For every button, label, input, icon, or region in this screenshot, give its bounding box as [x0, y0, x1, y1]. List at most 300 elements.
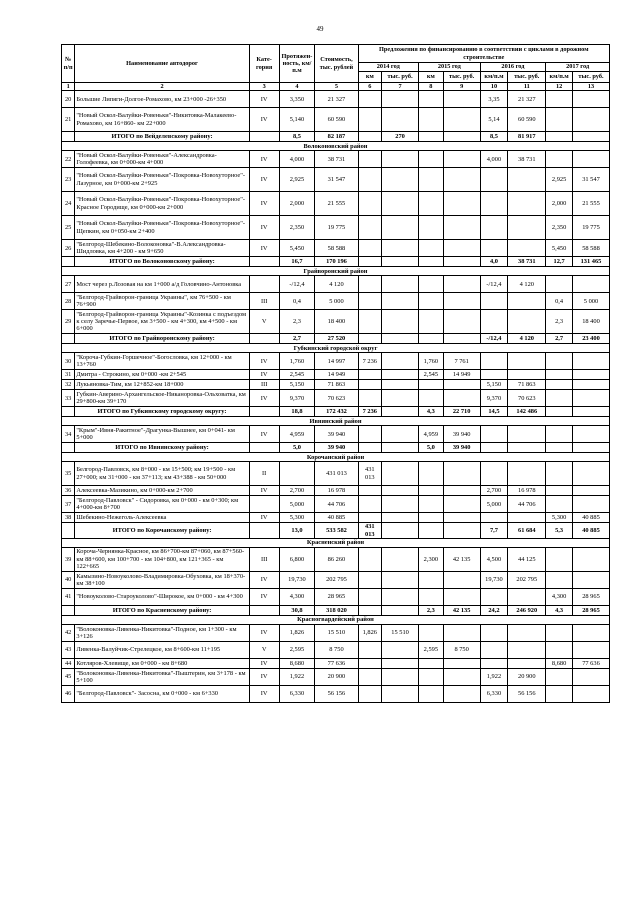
- road-row: [62, 658, 610, 668]
- year-value: [382, 240, 419, 257]
- col-index: 3: [249, 83, 279, 91]
- year-value: [480, 462, 508, 486]
- year-value: [480, 192, 508, 216]
- year-value: [419, 513, 444, 523]
- total-cost: 39 940: [315, 443, 358, 453]
- year-value: 58 588: [572, 240, 609, 257]
- road-length: 2,700: [279, 486, 315, 496]
- header-year-2017: 2017 год: [546, 63, 610, 72]
- road-category: IV: [249, 168, 279, 192]
- road-length: 1,826: [279, 624, 315, 641]
- year-value: [419, 216, 444, 240]
- year-value: [572, 276, 609, 293]
- year-value: [419, 192, 444, 216]
- year-value: [358, 547, 382, 571]
- year-value: [443, 462, 480, 486]
- road-category: V: [249, 641, 279, 658]
- year-value: 5,14: [480, 108, 508, 132]
- year-value: [419, 462, 444, 486]
- year-value: [572, 353, 609, 370]
- road-length: 4,300: [279, 588, 315, 605]
- road-cost: 77 636: [315, 658, 358, 668]
- year-value: 4,300: [546, 588, 573, 605]
- year-value: [382, 293, 419, 310]
- road-row: [62, 370, 610, 380]
- year-value: [382, 547, 419, 571]
- year-value: [443, 624, 480, 641]
- row-number: 37: [62, 496, 75, 513]
- year-value: [572, 151, 609, 168]
- road-category: IV: [249, 486, 279, 496]
- year-value: [358, 641, 382, 658]
- row-number: 40: [62, 571, 75, 588]
- road-length: 8,680: [279, 658, 315, 668]
- year-value: [480, 658, 508, 668]
- year-value: [419, 276, 444, 293]
- year-value: [443, 496, 480, 513]
- year-value: [546, 641, 573, 658]
- road-length: 4,959: [279, 426, 315, 443]
- year-value: [572, 641, 609, 658]
- total-year-value: [382, 523, 419, 539]
- year-value: 2,595: [419, 641, 444, 658]
- total-num-cell: [62, 443, 75, 453]
- year-value: [382, 192, 419, 216]
- total-year-value: 7 236: [358, 407, 382, 417]
- total-length: 13,0: [279, 523, 315, 539]
- year-value: -/12,4: [480, 276, 508, 293]
- total-year-value: [419, 257, 444, 267]
- total-category-cell: [249, 257, 279, 267]
- year-value: [419, 108, 444, 132]
- total-year-value: [572, 407, 609, 417]
- year-value: 431 013: [358, 462, 382, 486]
- road-name: Ливенка-Валуйчик-Стрелецкое, км 8+600-км 11+195: [75, 641, 249, 658]
- road-name: "Новый Оскол-Валуйки-Ровеньки"-Покровка-Новохуторное"-Щепкин, км 0+050-км 2+400: [75, 216, 249, 240]
- total-length: 30,8: [279, 605, 315, 615]
- road-length: 2,595: [279, 641, 315, 658]
- row-number: 32: [62, 380, 75, 390]
- district-name: Корочанский район: [62, 453, 610, 462]
- total-year-value: 8,5: [480, 132, 508, 142]
- road-cost: 18 400: [315, 310, 358, 334]
- year-value: [443, 588, 480, 605]
- district-total-row: [62, 257, 610, 267]
- year-value: [572, 91, 609, 108]
- road-row: [62, 641, 610, 658]
- year-value: [572, 380, 609, 390]
- year-value: [358, 240, 382, 257]
- district-name: Ивнянский район: [62, 417, 610, 426]
- year-value: [358, 151, 382, 168]
- year-value: [480, 513, 508, 523]
- year-value: [358, 108, 382, 132]
- year-value: [382, 513, 419, 523]
- road-financing-table: [61, 44, 610, 703]
- year-value: 38 731: [508, 151, 546, 168]
- road-cost: 202 795: [315, 571, 358, 588]
- total-year-value: [358, 605, 382, 615]
- road-category: IV: [249, 108, 279, 132]
- total-year-value: [419, 523, 444, 539]
- total-year-value: [382, 257, 419, 267]
- year-value: [358, 91, 382, 108]
- road-row: [62, 571, 610, 588]
- year-value: [382, 658, 419, 668]
- col-index: 13: [572, 83, 609, 91]
- total-label: ИТОГО по Корочанскому району:: [75, 523, 249, 539]
- total-year-value: [443, 132, 480, 142]
- total-year-value: 28 965: [572, 605, 609, 615]
- total-length: 18,8: [279, 407, 315, 417]
- road-cost: 40 885: [315, 513, 358, 523]
- row-number: 27: [62, 276, 75, 293]
- year-value: [443, 668, 480, 685]
- district-header-row: [62, 267, 610, 276]
- year-value: 14 949: [443, 370, 480, 380]
- header-sub: тыс. руб.: [572, 72, 609, 83]
- year-value: 1,760: [419, 353, 444, 370]
- road-category: IV: [249, 240, 279, 257]
- year-value: 7 236: [358, 353, 382, 370]
- total-label: ИТОГО по Ивнянскому району:: [75, 443, 249, 453]
- district-total-row: [62, 334, 610, 344]
- road-cost: 19 775: [315, 216, 358, 240]
- road-name: "Белгород-Павловск" - Сидоровка, км 0+000 - км 0+300; км 4+000-км 8+700: [75, 496, 249, 513]
- road-cost: 21 327: [315, 91, 358, 108]
- road-row: [62, 380, 610, 390]
- year-value: [382, 353, 419, 370]
- road-row: [62, 547, 610, 571]
- district-header-row: [62, 417, 610, 426]
- road-category: III: [249, 380, 279, 390]
- row-number: 42: [62, 624, 75, 641]
- year-value: [382, 108, 419, 132]
- year-value: [382, 380, 419, 390]
- year-value: 2,350: [546, 216, 573, 240]
- row-number: 34: [62, 426, 75, 443]
- road-row: [62, 192, 610, 216]
- year-value: 21 327: [508, 91, 546, 108]
- year-value: 44 706: [508, 496, 546, 513]
- total-year-value: 81 917: [508, 132, 546, 142]
- road-length: 4,000: [279, 151, 315, 168]
- year-value: 2,925: [546, 168, 573, 192]
- col-index: 11: [508, 83, 546, 91]
- year-value: [508, 168, 546, 192]
- year-value: [443, 192, 480, 216]
- road-length: 5,140: [279, 108, 315, 132]
- year-value: [546, 462, 573, 486]
- header-sub: тыс. руб.: [508, 72, 546, 83]
- year-value: [358, 658, 382, 668]
- road-row: [62, 426, 610, 443]
- road-category: V: [249, 310, 279, 334]
- total-year-value: 38 731: [508, 257, 546, 267]
- total-year-value: -/12,4: [480, 334, 508, 344]
- row-number: 41: [62, 588, 75, 605]
- road-name: "Белгород-Грайворон-граница Украины", км 76+500 - км 76+900: [75, 293, 249, 310]
- year-value: [572, 486, 609, 496]
- year-value: [508, 310, 546, 334]
- road-length: 2,3: [279, 310, 315, 334]
- year-value: 6,330: [480, 685, 508, 702]
- row-number: 36: [62, 486, 75, 496]
- year-value: [508, 370, 546, 380]
- year-value: [546, 547, 573, 571]
- road-name: Шебекино-Нежеголь-Алексеевка: [75, 513, 249, 523]
- district-header-row: [62, 615, 610, 624]
- year-value: [382, 462, 419, 486]
- year-value: [419, 151, 444, 168]
- year-value: [419, 658, 444, 668]
- year-value: [546, 108, 573, 132]
- road-category: IV: [249, 685, 279, 702]
- col-index: 1: [62, 83, 75, 91]
- year-value: 31 547: [572, 168, 609, 192]
- road-category: II: [249, 462, 279, 486]
- year-value: [358, 486, 382, 496]
- col-index: 5: [315, 83, 358, 91]
- road-cost: 14 949: [315, 370, 358, 380]
- road-category: IV: [249, 91, 279, 108]
- road-name: Короча-Чернянка-Красное, км 86+700-км 87+060, км 87+560-км 88+600, км 100+700 - км 104+800, км 121+365 - км 122+665: [75, 547, 249, 571]
- row-number: 22: [62, 151, 75, 168]
- total-cost: 533 582: [315, 523, 358, 539]
- road-category: IV: [249, 192, 279, 216]
- year-value: [443, 168, 480, 192]
- road-category: IV: [249, 370, 279, 380]
- road-cost: 431 013: [315, 462, 358, 486]
- year-value: [358, 426, 382, 443]
- year-value: [443, 310, 480, 334]
- row-number: 29: [62, 310, 75, 334]
- total-year-value: [419, 334, 444, 344]
- year-value: 4,500: [480, 547, 508, 571]
- page-number: 49: [316, 25, 324, 33]
- road-length: 3,350: [279, 91, 315, 108]
- year-value: [480, 293, 508, 310]
- district-name: Губкинский городской округ: [62, 344, 610, 353]
- year-value: [508, 426, 546, 443]
- row-number: 28: [62, 293, 75, 310]
- total-year-value: [572, 443, 609, 453]
- road-name: Котляров-Хлевище, км 0+000 - км 8+680: [75, 658, 249, 668]
- year-value: 3,35: [480, 91, 508, 108]
- year-value: [358, 496, 382, 513]
- year-value: 8,680: [546, 658, 573, 668]
- total-year-value: [480, 443, 508, 453]
- year-value: 5,450: [546, 240, 573, 257]
- year-value: [382, 168, 419, 192]
- district-header-row: [62, 344, 610, 353]
- road-name: Камызино-Новоуколово-Владимировка-Обуховка, км 18+370- км 38+100: [75, 571, 249, 588]
- road-name: Лукьяновка-Тим, км 12+852-км 18+000: [75, 380, 249, 390]
- road-name: Губкин-Аверино-Архангельское-Никаноровка-Ольховатка, км 29+800-км 39+170: [75, 390, 249, 407]
- road-cost: 4 120: [315, 276, 358, 293]
- year-value: [480, 353, 508, 370]
- year-value: [480, 216, 508, 240]
- road-row: [62, 462, 610, 486]
- road-category: IV: [249, 390, 279, 407]
- district-total-row: [62, 523, 610, 539]
- total-year-value: 7,7: [480, 523, 508, 539]
- year-value: [443, 216, 480, 240]
- road-name: "Белгород-Павловск"- Засосна, км 0+000 - км 6+330: [75, 685, 249, 702]
- total-year-value: 23 400: [572, 334, 609, 344]
- year-value: 5,150: [480, 380, 508, 390]
- district-header-row: [62, 538, 610, 547]
- total-label: ИТОГО по Волоконовскому району:: [75, 257, 249, 267]
- year-value: 77 636: [572, 658, 609, 668]
- district-total-row: [62, 132, 610, 142]
- road-category: IV: [249, 571, 279, 588]
- year-value: [480, 370, 508, 380]
- total-year-value: 61 684: [508, 523, 546, 539]
- year-value: [443, 108, 480, 132]
- year-value: [572, 390, 609, 407]
- year-value: [382, 370, 419, 380]
- total-year-value: [508, 443, 546, 453]
- year-value: [480, 168, 508, 192]
- total-year-value: [382, 334, 419, 344]
- road-category: IV: [249, 353, 279, 370]
- total-year-value: [382, 443, 419, 453]
- total-category-cell: [249, 443, 279, 453]
- road-row: [62, 668, 610, 685]
- year-value: 4 120: [508, 276, 546, 293]
- total-year-value: [546, 443, 573, 453]
- total-length: 8,5: [279, 132, 315, 142]
- col-index: 12: [546, 83, 573, 91]
- road-name: "Короча-Губкин-Горшечное"-Богословка, км 12+000 - км 13+760: [75, 353, 249, 370]
- road-cost: 56 156: [315, 685, 358, 702]
- total-year-value: 4,0: [480, 257, 508, 267]
- road-row: [62, 216, 610, 240]
- road-cost: 60 590: [315, 108, 358, 132]
- road-cost: 15 510: [315, 624, 358, 641]
- year-value: [443, 571, 480, 588]
- year-value: 1,826: [358, 624, 382, 641]
- year-value: 2,300: [419, 547, 444, 571]
- year-value: [358, 370, 382, 380]
- year-value: 70 623: [508, 390, 546, 407]
- year-value: [382, 641, 419, 658]
- road-row: [62, 496, 610, 513]
- year-value: [480, 310, 508, 334]
- year-value: [382, 310, 419, 334]
- total-year-value: [546, 132, 573, 142]
- year-value: [419, 168, 444, 192]
- col-index: 6: [358, 83, 382, 91]
- road-row: [62, 353, 610, 370]
- year-value: [572, 624, 609, 641]
- total-year-value: 22 710: [443, 407, 480, 417]
- total-cost: 172 432: [315, 407, 358, 417]
- row-number: 43: [62, 641, 75, 658]
- year-value: [546, 624, 573, 641]
- year-value: [546, 486, 573, 496]
- road-length: 2,925: [279, 168, 315, 192]
- total-cost: 170 196: [315, 257, 358, 267]
- total-year-value: [443, 334, 480, 344]
- total-year-value: 5,0: [419, 443, 444, 453]
- road-cost: 5 000: [315, 293, 358, 310]
- row-number: 44: [62, 658, 75, 668]
- road-category: IV: [249, 624, 279, 641]
- road-row: [62, 310, 610, 334]
- road-length: 0,4: [279, 293, 315, 310]
- total-label: ИТОГО по Губкинскому городскому округу:: [75, 407, 249, 417]
- road-length: 2,545: [279, 370, 315, 380]
- road-name: Дмитра - Строкино, км 0+000 -км 2+545: [75, 370, 249, 380]
- road-cost: 14 997: [315, 353, 358, 370]
- total-year-value: [358, 257, 382, 267]
- road-row: [62, 108, 610, 132]
- total-year-value: 42 135: [443, 605, 480, 615]
- road-row: [62, 390, 610, 407]
- year-value: 1,922: [480, 668, 508, 685]
- header-proposal: Предложения по финансированию в соответствии с циклами в дорожном строительстве: [358, 45, 609, 63]
- year-value: [508, 641, 546, 658]
- year-value: [382, 685, 419, 702]
- road-name: "Новый Оскол-Валуйки-Ровеньки"-Покровка-Новохуторное"-Лазурное, км 0+000-км 2+925: [75, 168, 249, 192]
- row-number: 21: [62, 108, 75, 132]
- year-value: [443, 658, 480, 668]
- road-category: IV: [249, 426, 279, 443]
- year-value: 5,000: [480, 496, 508, 513]
- header-sub: тыс. руб.: [382, 72, 419, 83]
- road-cost: 71 863: [315, 380, 358, 390]
- year-value: [480, 426, 508, 443]
- year-value: [358, 668, 382, 685]
- road-category: IV: [249, 216, 279, 240]
- header-sub: тыс. руб.: [443, 72, 480, 83]
- road-cost: 16 978: [315, 486, 358, 496]
- header-sub: км: [358, 72, 382, 83]
- road-name: "Новый Оскол-Валуйки-Ровеньки"-Александровка-Голофеевка, км 0+000-км 4+000: [75, 151, 249, 168]
- total-length: 16,7: [279, 257, 315, 267]
- col-index: 10: [480, 83, 508, 91]
- road-cost: 21 555: [315, 192, 358, 216]
- year-value: [480, 240, 508, 257]
- road-row: [62, 588, 610, 605]
- year-value: [546, 380, 573, 390]
- year-value: 20 900: [508, 668, 546, 685]
- year-value: [419, 240, 444, 257]
- total-year-value: 431 013: [358, 523, 382, 539]
- total-num-cell: [62, 334, 75, 344]
- year-value: [419, 588, 444, 605]
- year-value: [508, 293, 546, 310]
- year-value: [546, 390, 573, 407]
- year-value: [358, 168, 382, 192]
- year-value: [382, 486, 419, 496]
- year-value: 19,730: [480, 571, 508, 588]
- header-year-2014: 2014 год: [358, 63, 419, 72]
- total-year-value: 24,2: [480, 605, 508, 615]
- header-sub: км/п.м: [480, 72, 508, 83]
- year-value: [419, 624, 444, 641]
- year-value: 2,3: [546, 310, 573, 334]
- year-value: [443, 380, 480, 390]
- road-name: Мост через р.Лозовая на км 1+000 а/д Головчино-Антоновка: [75, 276, 249, 293]
- year-value: [443, 240, 480, 257]
- year-value: 2,000: [546, 192, 573, 216]
- col-index: 7: [382, 83, 419, 91]
- year-value: 0,4: [546, 293, 573, 310]
- row-number: 23: [62, 168, 75, 192]
